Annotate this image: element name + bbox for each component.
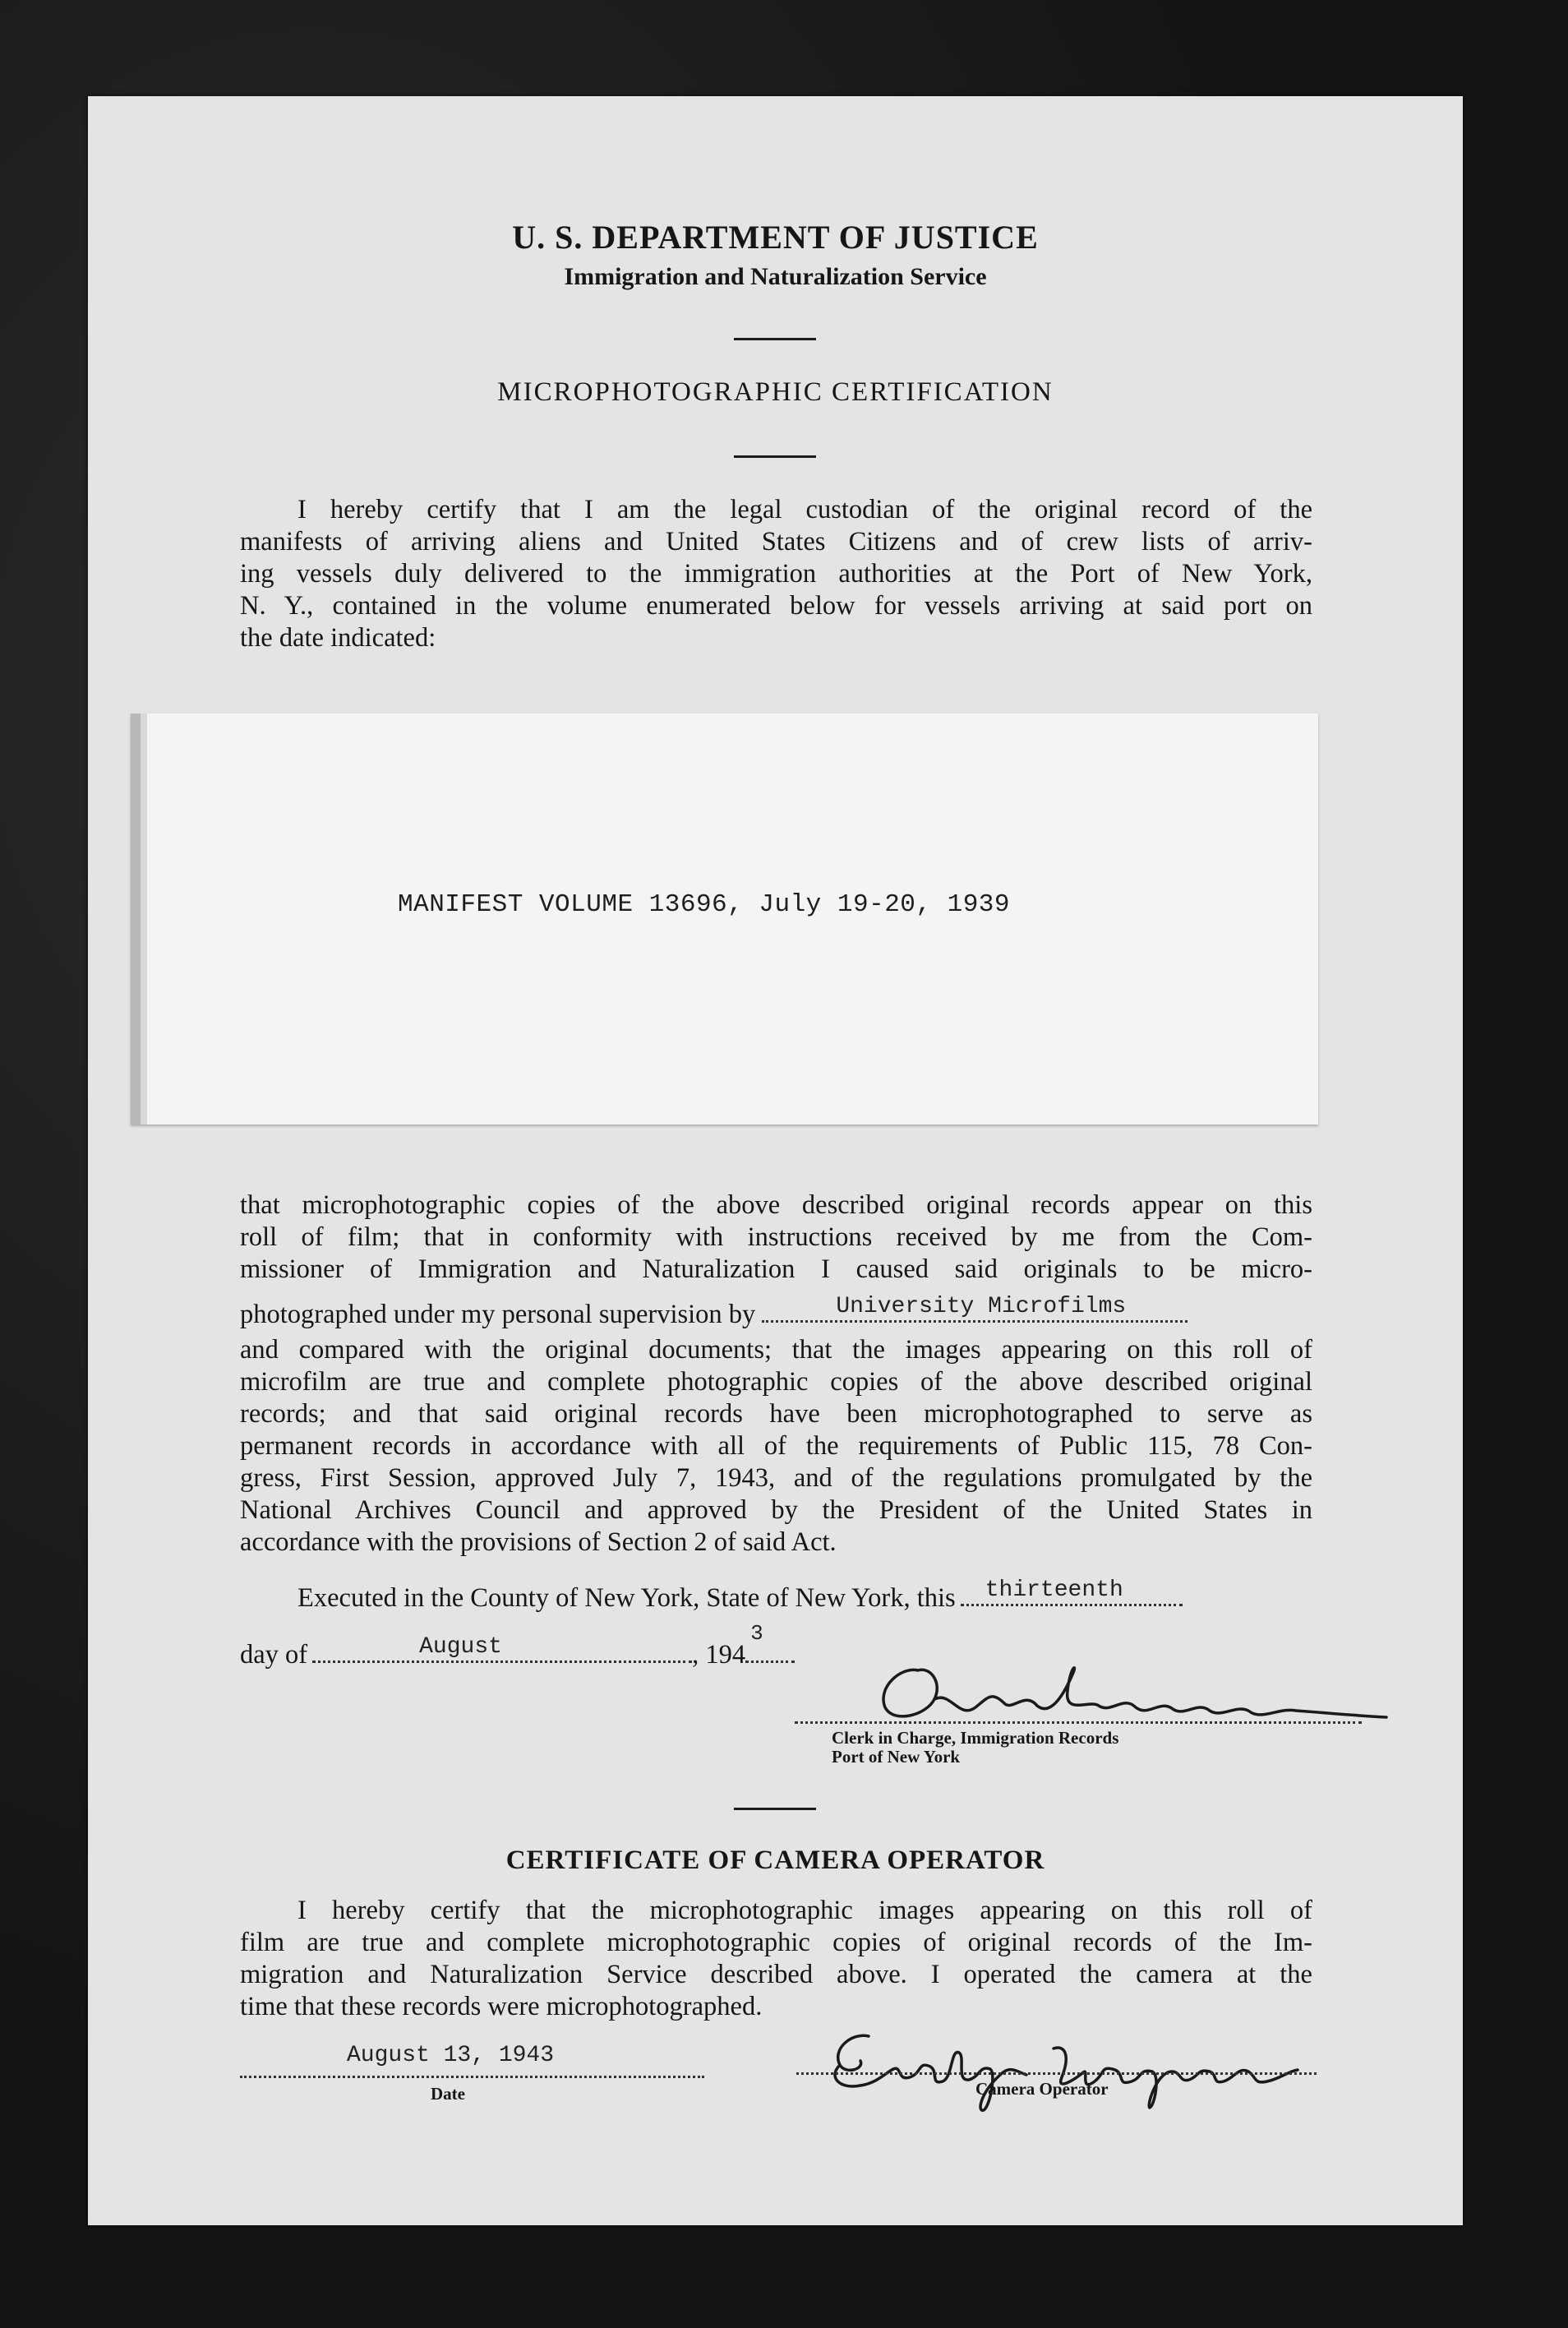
paragraph-line: permanent records in accordance with all of the requirements of Public 115, 78 Con- [240, 1431, 1312, 1461]
day-of-label: day of [240, 1640, 308, 1670]
camera-operator-signature-icon [795, 2016, 1386, 2114]
divider-rule [734, 455, 816, 458]
date-fill-line [240, 2076, 704, 2078]
year-prefix: , 194 [692, 1640, 746, 1670]
divider-rule [734, 338, 816, 340]
paragraph-line: microfilm are true and complete photographic copies of the above described original [240, 1367, 1312, 1397]
paragraph-line: manifests of arriving aliens and United States Citizens and of crew lists of arriv- [240, 527, 1312, 557]
paragraph-line: gress, First Session, approved July 7, 1943, and of the regulations promulgated by the [240, 1463, 1312, 1493]
day-value: thirteenth [985, 1577, 1123, 1603]
filmed-by-value: University Microfilms [836, 1294, 1127, 1319]
supervision-line [240, 1294, 1312, 1332]
month-value: August [419, 1634, 502, 1660]
paragraph-line: ing vessels duly delivered to the immigration authorities at the Port of New York, [240, 559, 1312, 589]
paragraph-line: roll of film; that in conformity with instructions received by me from the Com- [240, 1222, 1312, 1252]
paragraph-line: migration and Naturalization Service described above. I operated the camera at the [240, 1960, 1312, 1989]
year-digit: 3 [750, 1621, 763, 1646]
clerk-title: Clerk in Charge, Immigration Records [832, 1728, 1119, 1748]
camera-operator-label: Camera Operator [975, 2079, 1109, 2099]
date-label: Date [431, 2084, 465, 2104]
paragraph-line: records; and that said original records have been microphotographed to serve as [240, 1399, 1312, 1429]
service-subheading: Immigration and Naturalization Service [564, 263, 987, 290]
paragraph-line: the date indicated: [240, 623, 436, 653]
supervision-label: photographed under my personal supervision by [240, 1300, 756, 1329]
intro-paragraph [240, 494, 1312, 654]
clerk-port: Port of New York [832, 1747, 961, 1767]
paragraph-line: time that these records were microphotographed. [240, 1992, 763, 2021]
operator-signature-line [796, 2072, 1317, 2075]
paragraph-line: National Archives Council and approved by the President of the United States in [240, 1495, 1312, 1525]
camera-operator-signature [795, 2016, 1386, 2114]
date-value: August 13, 1943 [347, 2043, 555, 2068]
supervision-fill-line [762, 1294, 1188, 1323]
body-paragraph [240, 1189, 1312, 1286]
paragraph-line: film are true and complete microphotographic copies of original records of the Im- [240, 1928, 1312, 1957]
paragraph-line: accordance with the provisions of Section 2 of said Act. [240, 1527, 837, 1557]
paragraph-line: N. Y., contained in the volume enumerated below for vessels arriving at said port on [240, 591, 1312, 621]
divider-rule [734, 1808, 816, 1810]
certificate-page [88, 96, 1463, 2225]
day-fill-line [961, 1577, 1183, 1606]
paragraph-line: I hereby certify that I am the legal custodian of the original record of the [297, 495, 1312, 524]
department-heading: U. S. DEPARTMENT OF JUSTICE [512, 219, 1039, 256]
clerk-signature-line [795, 1721, 1362, 1724]
paragraph-line: and compared with the original documents; that the images appearing on this roll of [240, 1335, 1312, 1365]
manifest-slip [131, 714, 1318, 1125]
camera-operator-title: CERTIFICATE OF CAMERA OPERATOR [505, 1845, 1045, 1875]
month-fill-line [312, 1634, 692, 1663]
paragraph-line: that microphotographic copies of the above described original records appear on this [240, 1190, 1312, 1220]
paragraph-line: I hereby certify that the microphotographic images appearing on this roll of [297, 1896, 1312, 1925]
execution-prefix: Executed in the County of New York, State of New York, this [297, 1583, 956, 1613]
slip-edge-shadow [141, 714, 147, 1125]
year-fill-line [745, 1621, 795, 1663]
body-paragraph-continued [240, 1334, 1312, 1559]
paragraph-line: missioner of Immigration and Naturalization I caused said originals to be micro- [240, 1254, 1312, 1284]
certification-title: MICROPHOTOGRAPHIC CERTIFICATION [497, 377, 1054, 407]
camera-operator-paragraph [240, 1895, 1312, 2023]
manifest-volume-text: MANIFEST VOLUME 13696, July 19-20, 1939 [398, 890, 1011, 919]
execution-line [297, 1577, 1317, 1615]
